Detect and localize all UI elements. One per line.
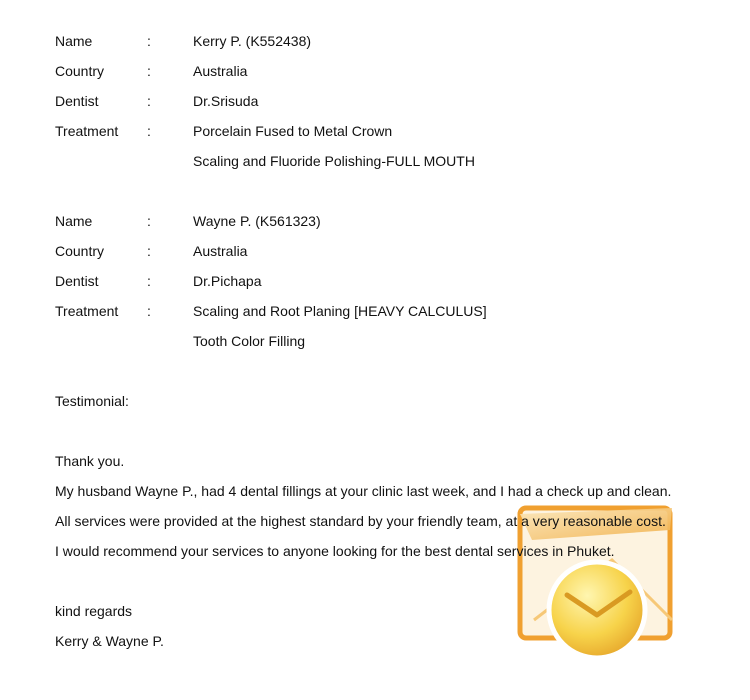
separator: : — [147, 63, 151, 79]
name-label: Name — [55, 213, 93, 229]
treatment-value: Scaling and Root Planing [HEAVY CALCULUS] — [193, 303, 487, 319]
name-value: Wayne P. (K561323) — [193, 213, 321, 229]
treatment-label: Treatment — [55, 123, 119, 139]
separator: : — [147, 273, 151, 289]
signature: Kerry & Wayne P. — [55, 633, 164, 649]
dentist-value: Dr.Srisuda — [193, 93, 259, 109]
separator: : — [147, 93, 151, 109]
treatment-label: Treatment — [55, 303, 119, 319]
dentist-value: Dr.Pichapa — [193, 273, 262, 289]
separator: : — [147, 213, 151, 229]
country-value: Australia — [193, 63, 248, 79]
dentist-label: Dentist — [55, 93, 99, 109]
country-label: Country — [55, 243, 105, 259]
treatment-value: Tooth Color Filling — [193, 333, 306, 349]
message-line: All services were provided at the highest standard by your friendly team, at a very reasonable cost. — [55, 513, 666, 529]
country-value: Australia — [193, 243, 248, 259]
separator: : — [147, 123, 151, 139]
separator: : — [147, 243, 151, 259]
name-label: Name — [55, 33, 93, 49]
separator: : — [147, 33, 151, 49]
dentist-label: Dentist — [55, 273, 99, 289]
country-label: Country — [55, 63, 105, 79]
treatment-value: Scaling and Fluoride Polishing-FULL MOUTH — [193, 153, 475, 169]
testimonial-heading: Testimonial: — [55, 393, 129, 409]
message-line: My husband Wayne P., had 4 dental fillings at your clinic last week, and I had a check up and clean. — [55, 483, 672, 499]
name-value: Kerry P. (K552438) — [193, 33, 312, 49]
greeting: Thank you. — [55, 453, 125, 469]
separator: : — [147, 303, 151, 319]
closing: kind regards — [55, 603, 133, 619]
treatment-value: Porcelain Fused to Metal Crown — [193, 123, 393, 139]
message-line: I would recommend your services to anyone looking for the best dental services in Phuket. — [55, 543, 615, 559]
